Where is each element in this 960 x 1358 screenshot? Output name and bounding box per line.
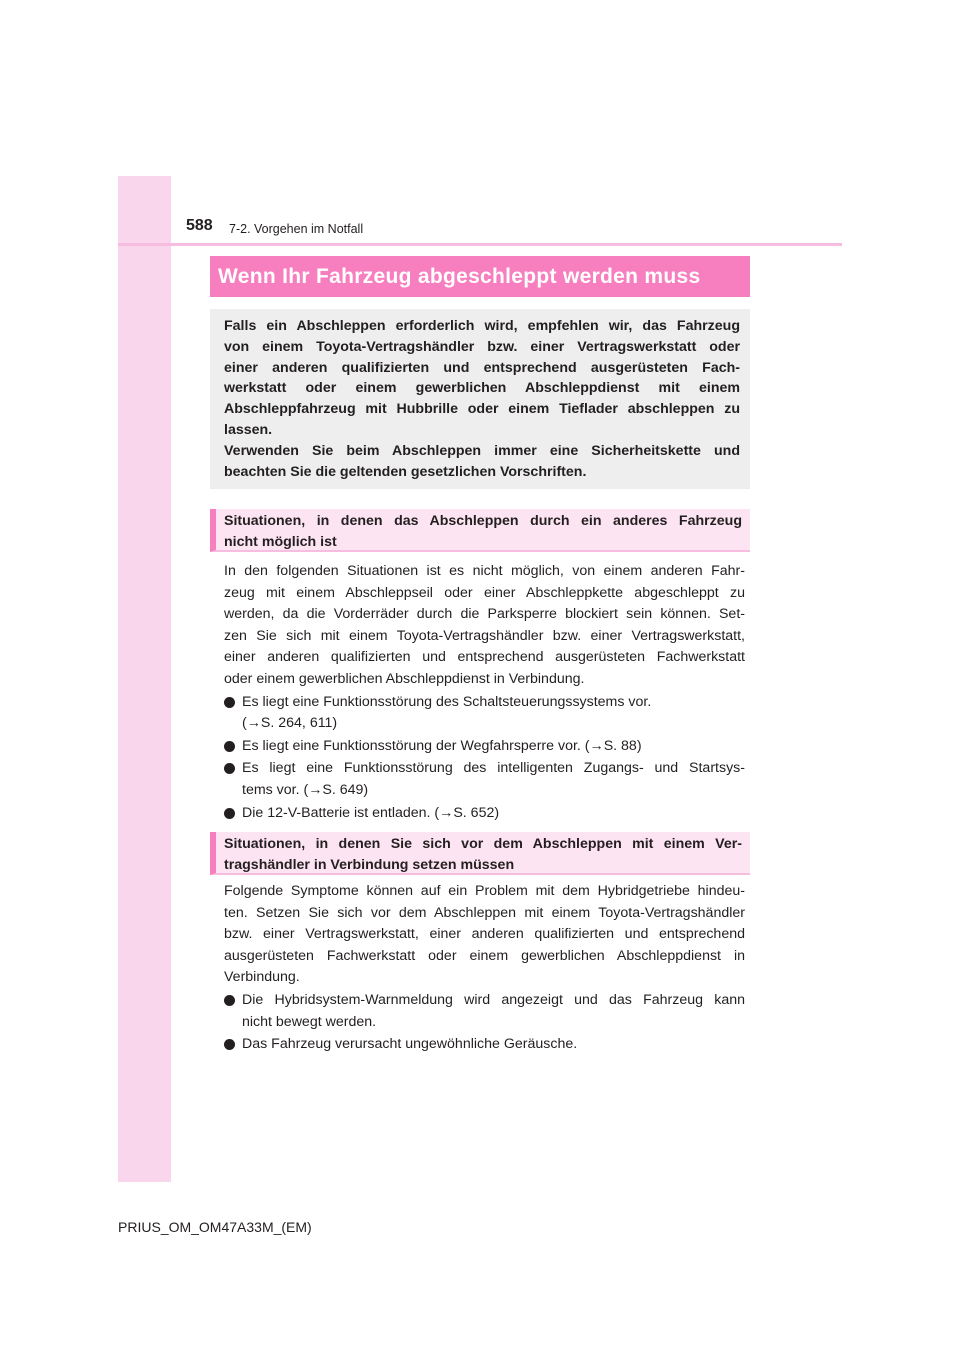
paragraph-line: Folgende Symptome können auf ein Problem mit dem Hybridgetriebe hindeu- — [224, 883, 745, 899]
document-code: PRIUS_OM_OM47A33M_(EM) — [118, 1219, 312, 1235]
section2-body — [224, 881, 745, 1056]
bullet-line: Es liegt eine Funktionsstörung des Schaltsteuerungssystems vor. — [242, 693, 652, 710]
paragraph-line: werden, da die Vorderräder durch die Parksperre blockiert sein können. Set- — [224, 606, 745, 623]
subheading-contact-dealer — [210, 832, 750, 875]
bullet-icon — [224, 697, 235, 708]
intro-line: Abschleppfahrzeug mit Hubbrille oder einem Tieflader abschleppen zu — [224, 401, 740, 418]
bullet-icon — [224, 1039, 235, 1050]
bullet-line: Die Hybridsystem-Warnmeldung wird angezeigt und das Fahrzeug kann — [242, 991, 745, 1008]
page-number: 588 — [186, 217, 213, 234]
bullet-line: Die 12-V-Batterie ist entladen. (→S. 652) — [242, 804, 500, 821]
paragraph-line: zen Sie sich mit einem Toyota-Vertragshändler bzw. einer Vertragswerkstatt, — [224, 627, 745, 644]
bullet-line: nicht bewegt werden. — [242, 1013, 377, 1030]
subheading-line: Situationen, in denen Sie sich vor dem Abschleppen mit einem Ver- — [224, 836, 742, 852]
subheading-line: Situationen, in denen das Abschleppen durch ein anderes Fahrzeug — [224, 513, 742, 529]
header-divider — [118, 243, 842, 246]
bullet-list — [224, 990, 745, 1056]
section1-body — [224, 561, 745, 824]
bullet-icon — [224, 995, 235, 1006]
bullet-icon — [224, 808, 235, 819]
intro-line: einer anderen qualifizierten und entsprechend ausgerüsteten Fach- — [224, 359, 740, 376]
paragraph-line: In den folgenden Situationen ist es nicht möglich, von einem anderen Fahr- — [224, 563, 745, 579]
bullet-line: Es liegt eine Funktionsstörung der Wegfahrsperre vor. (→S. 88) — [242, 737, 642, 754]
bullet-icon — [224, 763, 235, 774]
list-item — [224, 692, 745, 735]
list-item — [224, 758, 745, 801]
list-item — [224, 1034, 745, 1056]
paragraph-line: zeug mit einem Abschleppseil oder einer Abschleppkette abgeschleppt zu — [224, 584, 745, 601]
intro-line: Verwenden Sie beim Abschleppen immer eine Sicherheitskette und — [224, 442, 740, 459]
intro-line: von einem Toyota-Vertragshändler bzw. einer Vertragswerkstatt oder — [224, 338, 740, 355]
bullet-icon — [224, 741, 235, 752]
bullet-line: tems vor. (→S. 649) — [242, 781, 369, 798]
paragraph-line: einer anderen qualifizierten und entsprechend ausgerüsteten Fachwerkstatt — [224, 649, 745, 666]
page-title: Wenn Ihr Fahrzeug abgeschleppt werden muss — [210, 256, 750, 297]
bullet-line: Es liegt eine Funktionsstörung des intelligenten Zugangs- und Startsys- — [242, 760, 745, 777]
bullet-line: (→S. 264, 611) — [242, 715, 338, 732]
paragraph-line: Verbindung. — [224, 969, 300, 986]
section-label: 7-2. Vorgehen im Notfall — [229, 222, 364, 236]
paragraph-line: bzw. einer Vertragswerkstatt, einer anderen qualifizierten und entsprechend — [224, 926, 745, 943]
paragraph-line: ausgerüsteten Fachwerkstatt oder einem gewerblichen Abschleppdienst in — [224, 947, 745, 964]
list-item — [224, 736, 745, 758]
list-item — [224, 803, 745, 825]
chapter-tab-strip — [118, 176, 171, 1182]
paragraph-line: ten. Setzen Sie sich vor dem Abschleppen mit einem Toyota-Vertragshändler — [224, 904, 745, 921]
intro-line: beachten Sie die geltenden gesetzlichen Vorschriften. — [224, 463, 587, 480]
bullet-line: Das Fahrzeug verursacht ungewöhnliche Geräusche. — [242, 1036, 578, 1053]
intro-box — [210, 309, 750, 489]
paragraph-line: oder einem gewerblichen Abschleppdienst in Verbindung. — [224, 670, 585, 687]
subheading-line: tragshändler in Verbindung setzen müssen — [224, 856, 515, 873]
intro-line: werkstatt oder einem gewerblichen Abschleppdienst mit einem — [224, 380, 740, 397]
list-item — [224, 990, 745, 1033]
subheading-towing-not-possible — [210, 509, 750, 552]
intro-line: Falls ein Abschleppen erforderlich wird, empfehlen wir, das Fahrzeug — [224, 318, 740, 334]
bullet-list — [224, 692, 745, 825]
subheading-line: nicht möglich ist — [224, 533, 337, 550]
intro-line: lassen. — [224, 421, 273, 438]
